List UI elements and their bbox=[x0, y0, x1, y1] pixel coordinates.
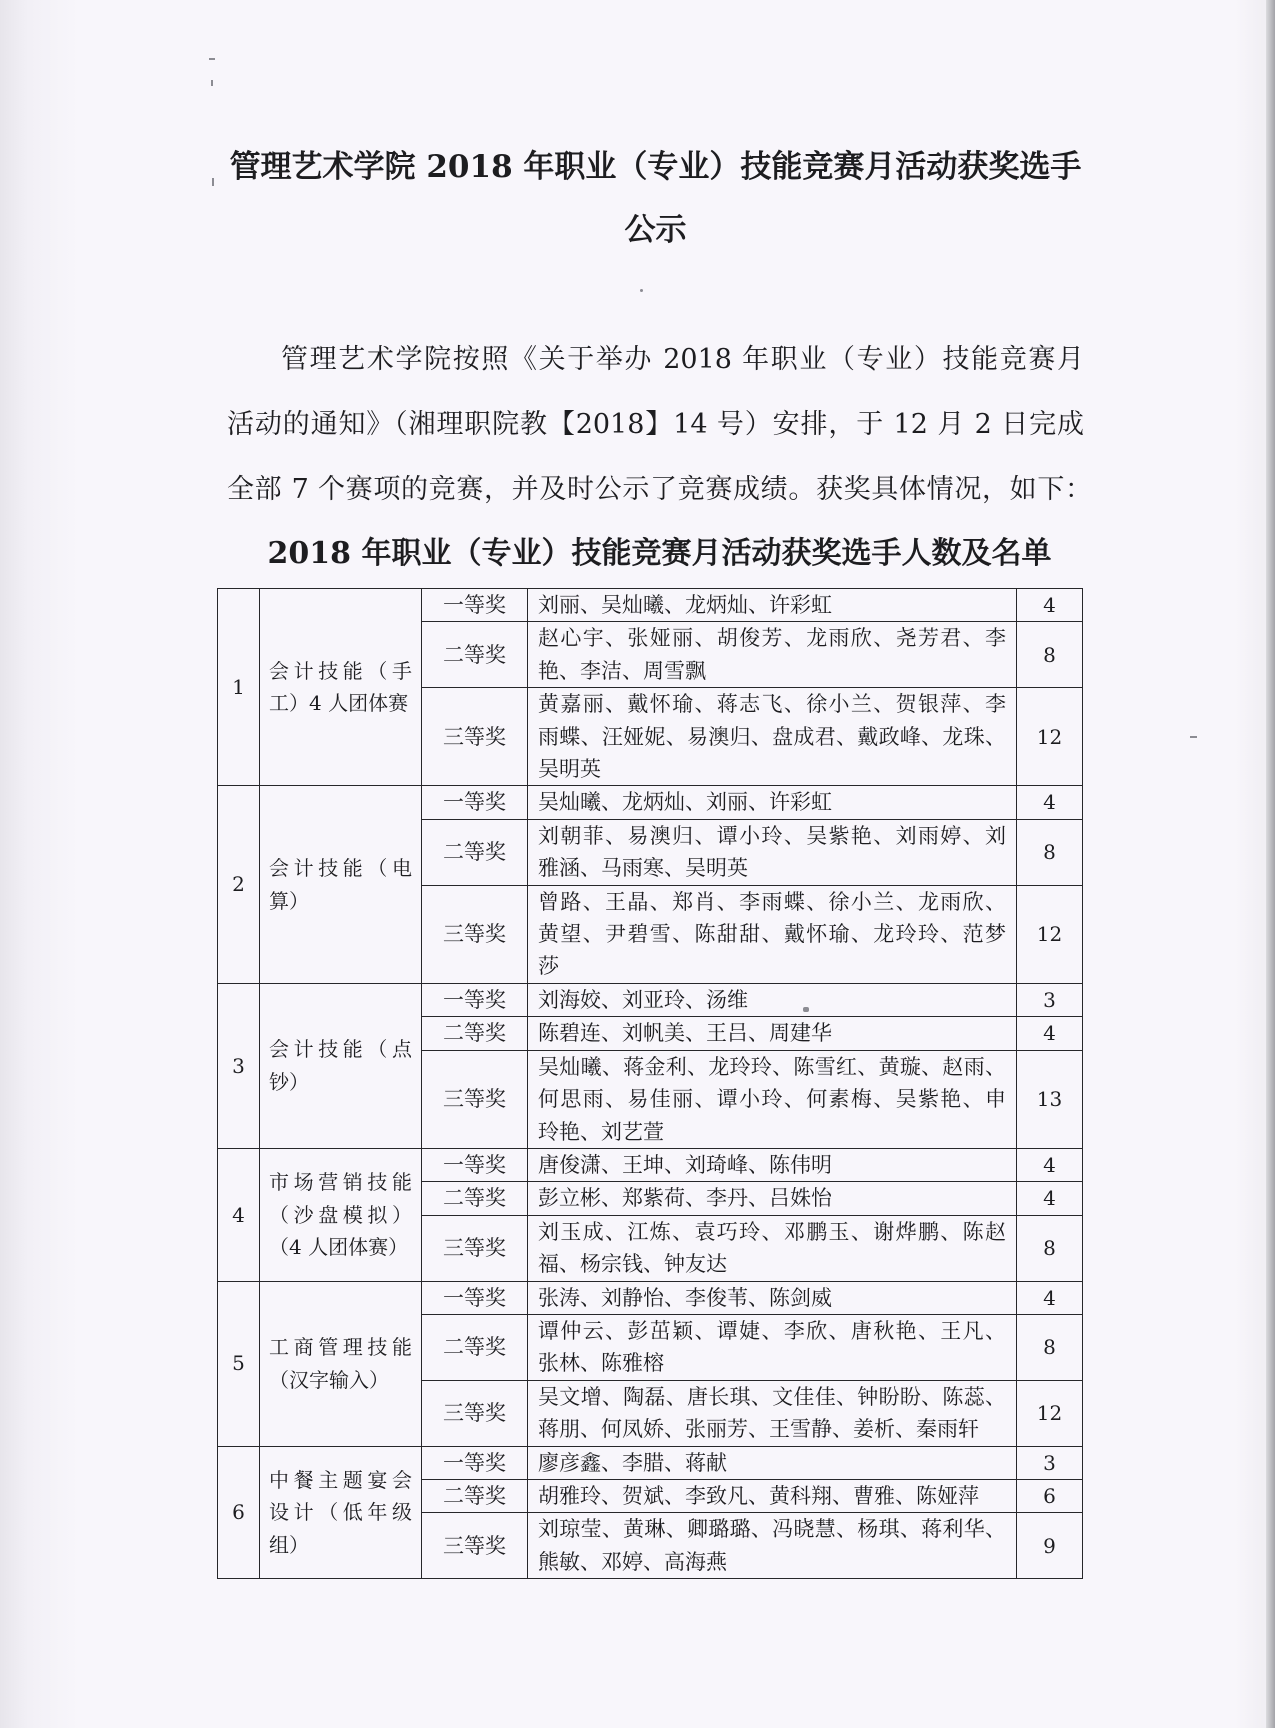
award-row bbox=[218, 1446, 1083, 1479]
group-number: 3 bbox=[218, 983, 260, 1148]
winner-count: 4 bbox=[1017, 1281, 1083, 1314]
scan-mark bbox=[1190, 736, 1197, 738]
awards-table bbox=[217, 588, 1083, 1579]
winner-names bbox=[528, 1281, 1017, 1314]
winner-names-line: 黄嘉丽、戴怀瑜、蒋志飞、徐小兰、贺银萍、李 bbox=[538, 692, 1006, 717]
group-number: 5 bbox=[218, 1281, 260, 1446]
award-level: 一等奖 bbox=[422, 983, 528, 1016]
winner-names-line: 胡雅玲、贺斌、李致凡、黄科翔、曹雅、陈娅萍 bbox=[538, 1483, 979, 1508]
winner-names-line: 黄望、尹碧雪、陈甜甜、戴怀瑜、龙玲玲、范梦 bbox=[538, 922, 1006, 947]
winner-count: 6 bbox=[1017, 1479, 1083, 1512]
award-row bbox=[218, 786, 1083, 819]
winner-names bbox=[528, 1314, 1017, 1380]
winner-count: 4 bbox=[1017, 786, 1083, 819]
winner-count: 12 bbox=[1017, 688, 1083, 786]
winner-names bbox=[528, 1513, 1017, 1579]
award-level: 三等奖 bbox=[422, 688, 528, 786]
event-name-line: 钞） bbox=[269, 1069, 309, 1094]
event-name-line: 设计（低年级 bbox=[269, 1500, 412, 1525]
event-name bbox=[260, 589, 422, 786]
winner-names-line: 赵心宇、张娅丽、胡俊芳、龙雨欣、尧芳君、李 bbox=[538, 626, 1006, 651]
winner-names-line: 刘朝菲、易澳归、谭小玲、吴紫艳、刘雨婷、刘 bbox=[538, 823, 1006, 848]
winner-count: 9 bbox=[1017, 1513, 1083, 1579]
winner-names-line: 吴灿曦、龙炳灿、刘丽、许彩虹 bbox=[538, 790, 832, 815]
winner-count: 4 bbox=[1017, 1017, 1083, 1050]
winner-names-line: 熊敏、邓婷、高海燕 bbox=[538, 1549, 727, 1574]
event-name-line: （沙盘模拟） bbox=[269, 1202, 412, 1227]
winner-names bbox=[528, 983, 1017, 1016]
award-level: 一等奖 bbox=[422, 1281, 528, 1314]
scan-mark bbox=[640, 289, 643, 292]
winner-count: 12 bbox=[1017, 1380, 1083, 1446]
award-level: 三等奖 bbox=[422, 1380, 528, 1446]
scan-mark bbox=[212, 178, 214, 186]
award-row bbox=[218, 983, 1083, 1016]
award-level: 三等奖 bbox=[422, 885, 528, 983]
award-level: 二等奖 bbox=[422, 819, 528, 885]
award-level: 二等奖 bbox=[422, 1182, 528, 1215]
group-number: 6 bbox=[218, 1446, 260, 1579]
title-line-1: 管理艺术学院 2018 年职业（专业）技能竞赛月活动获奖选手 bbox=[229, 149, 1082, 185]
award-row bbox=[218, 1281, 1083, 1314]
winner-names-line: 福、杨宗钱、钟友达 bbox=[538, 1252, 727, 1277]
winner-names-line: 雨蝶、汪娅妮、易澳归、盘成君、戴政峰、龙珠、 bbox=[538, 724, 1006, 749]
winner-names bbox=[528, 589, 1017, 622]
intro-paragraph bbox=[227, 327, 1092, 522]
winner-names-line: 刘玉成、江炼、袁巧玲、邓鹏玉、谢烨鹏、陈赵 bbox=[538, 1219, 1006, 1244]
winner-names-line: 刘海姣、刘亚玲、汤维 bbox=[538, 987, 748, 1012]
award-level: 一等奖 bbox=[422, 1446, 528, 1479]
award-level: 二等奖 bbox=[422, 1314, 528, 1380]
award-level: 一等奖 bbox=[422, 1148, 528, 1181]
winner-names-line: 蒋朋、何凤娇、张丽芳、王雪静、姜析、秦雨轩 bbox=[538, 1417, 979, 1442]
winner-names-line: 吴灿曦、蒋金利、龙玲玲、陈雪红、黄璇、赵雨、 bbox=[538, 1054, 1006, 1079]
winner-count: 4 bbox=[1017, 1182, 1083, 1215]
winner-names bbox=[528, 1148, 1017, 1181]
winner-names bbox=[528, 819, 1017, 885]
winner-count: 4 bbox=[1017, 589, 1083, 622]
intro-line: 全部 7 个赛项的竞赛，并及时公示了竞赛成绩。获奖具体情况，如下： bbox=[227, 474, 1092, 505]
event-name bbox=[260, 1446, 422, 1579]
winner-names-line: 曾路、王晶、郑肖、李雨蝶、徐小兰、龙雨欣、 bbox=[538, 889, 1006, 914]
winner-names-line: 莎 bbox=[538, 954, 559, 979]
event-name bbox=[260, 983, 422, 1148]
winner-names bbox=[528, 1380, 1017, 1446]
event-name-line: 组） bbox=[269, 1532, 309, 1557]
winner-names-line: 雅涵、马雨寒、吴明英 bbox=[538, 856, 748, 881]
event-name-line: 市场营销技能 bbox=[269, 1170, 412, 1195]
winner-count: 8 bbox=[1017, 622, 1083, 688]
winner-names-line: 吴明英 bbox=[538, 757, 601, 782]
award-level: 一等奖 bbox=[422, 786, 528, 819]
group-number: 1 bbox=[218, 589, 260, 786]
event-name-line: 工）4 人团体赛 bbox=[269, 691, 409, 716]
event-name-line: 工商管理技能 bbox=[269, 1335, 412, 1360]
winner-count: 3 bbox=[1017, 983, 1083, 1016]
winner-count: 8 bbox=[1017, 819, 1083, 885]
award-row bbox=[218, 1148, 1083, 1181]
award-level: 二等奖 bbox=[422, 1017, 528, 1050]
award-level: 二等奖 bbox=[422, 1479, 528, 1512]
winner-names-line: 张涛、刘静怡、李俊苇、陈剑威 bbox=[538, 1285, 832, 1310]
event-name-line: 会计技能（点 bbox=[269, 1037, 412, 1062]
award-row bbox=[218, 589, 1083, 622]
winner-names bbox=[528, 1479, 1017, 1512]
event-name bbox=[260, 1281, 422, 1446]
winner-count: 4 bbox=[1017, 1148, 1083, 1181]
winner-names-line: 彭立彬、郑紫荷、李丹、吕姝怡 bbox=[538, 1186, 832, 1211]
winner-names-line: 廖彦鑫、李腊、蒋献 bbox=[538, 1450, 727, 1475]
group-number: 2 bbox=[218, 786, 260, 983]
scan-mark bbox=[211, 80, 213, 86]
winner-names-line: 陈碧连、刘帆美、王吕、周建华 bbox=[538, 1021, 832, 1046]
scan-edge-shadow bbox=[1266, 0, 1275, 1728]
scan-mark bbox=[209, 58, 215, 60]
intro-line: 活动的通知》（湘理职院教【2018】14 号）安排，于 12 月 2 日完成 bbox=[227, 409, 1084, 440]
winner-count: 13 bbox=[1017, 1050, 1083, 1148]
winner-names-line: 刘丽、吴灿曦、龙炳灿、许彩虹 bbox=[538, 593, 832, 617]
award-level: 二等奖 bbox=[422, 622, 528, 688]
winner-names bbox=[528, 622, 1017, 688]
winner-names-line: 刘琼莹、黄琳、卿璐璐、冯晓慧、杨琪、蒋利华、 bbox=[538, 1517, 1006, 1542]
winner-names bbox=[528, 1050, 1017, 1148]
event-name-line: 会计技能（手 bbox=[269, 658, 412, 683]
winner-names bbox=[528, 1017, 1017, 1050]
award-level: 一等奖 bbox=[422, 589, 528, 622]
event-name-line: 会计技能（电 bbox=[269, 856, 412, 881]
winner-names bbox=[528, 786, 1017, 819]
winner-count: 8 bbox=[1017, 1314, 1083, 1380]
event-name-line: 中餐主题宴会 bbox=[269, 1467, 412, 1492]
winner-names-line: 谭仲云、彭茁颖、谭婕、李欣、唐秋艳、王凡、 bbox=[538, 1318, 1006, 1343]
winner-names bbox=[528, 1215, 1017, 1281]
event-name bbox=[260, 786, 422, 983]
winner-count: 3 bbox=[1017, 1446, 1083, 1479]
winner-names-line: 艳、李洁、周雪飘 bbox=[538, 658, 706, 683]
event-name bbox=[260, 1148, 422, 1281]
winner-names bbox=[528, 688, 1017, 786]
event-name-line: 算） bbox=[269, 888, 309, 913]
winner-names-line: 张林、陈雅榕 bbox=[538, 1351, 664, 1376]
event-name-line: （4 人团体赛） bbox=[269, 1234, 409, 1259]
award-level: 三等奖 bbox=[422, 1050, 528, 1148]
intro-line: 管理艺术学院按照《关于举办 2018 年职业（专业）技能竞赛月 bbox=[281, 344, 1084, 375]
winner-count: 12 bbox=[1017, 885, 1083, 983]
award-level: 三等奖 bbox=[422, 1513, 528, 1579]
winner-names-line: 何思雨、易佳丽、谭小玲、何素梅、吴紫艳、申 bbox=[538, 1087, 1006, 1112]
winner-names-line: 玲艳、刘艺萱 bbox=[538, 1119, 664, 1144]
winner-names bbox=[528, 885, 1017, 983]
winner-names-line: 吴文增、陶磊、唐长琪、文佳佳、钟盼盼、陈蕊、 bbox=[538, 1384, 1006, 1409]
event-name-line: （汉字输入） bbox=[269, 1367, 389, 1392]
document-title bbox=[227, 136, 1084, 262]
group-number: 4 bbox=[218, 1148, 260, 1281]
table-heading: 2018 年职业（专业）技能竞赛月活动获奖选手人数及名单 bbox=[267, 536, 1052, 571]
award-level: 三等奖 bbox=[422, 1215, 528, 1281]
winner-count: 8 bbox=[1017, 1215, 1083, 1281]
winner-names bbox=[528, 1446, 1017, 1479]
winner-names-line: 唐俊潇、王坤、刘琦峰、陈伟明 bbox=[538, 1152, 832, 1177]
title-line-2: 公示 bbox=[624, 212, 687, 248]
awards-table-body bbox=[218, 589, 1083, 1579]
winner-names bbox=[528, 1182, 1017, 1215]
